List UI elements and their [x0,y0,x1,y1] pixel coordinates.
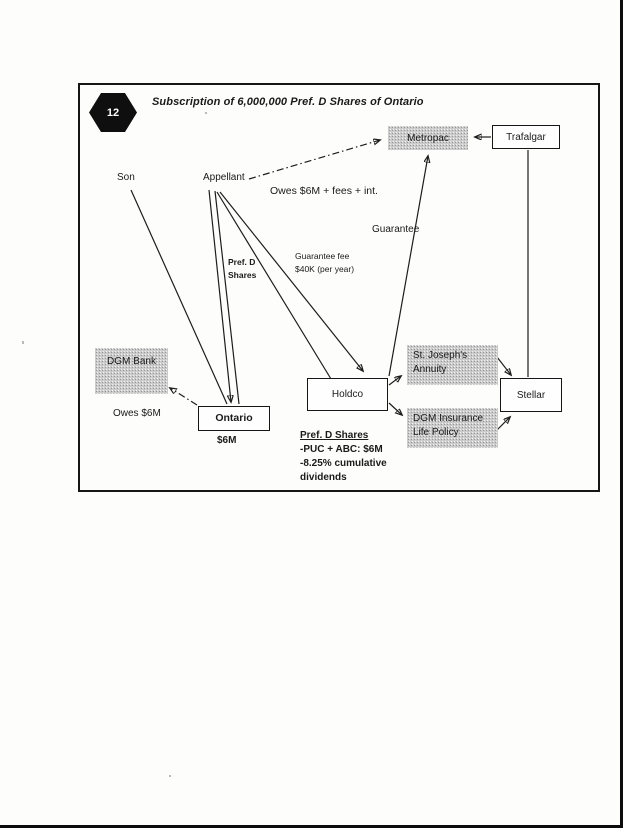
exhibit-number-hexagon [88,91,138,136]
node-dgm-bank [95,348,168,394]
label-guarantee: Guarantee [372,224,420,235]
label-pref-d-line2: Shares [228,270,257,280]
pref-d-note-title: Pref. D Shares [300,430,369,441]
node-ontario-label: Ontario [215,412,253,424]
label-pref-d-shares [228,256,256,282]
label-6m: $6M [217,435,237,446]
label-owes-fees: Owes $6M + fees + int. [270,185,378,197]
node-stellar [500,378,562,412]
pref-d-shares-note [300,429,387,485]
node-trafalgar-label: Trafalgar [506,131,546,143]
node-holdco [307,378,388,411]
label-guarantee-fee-line2: $40K (per year) [295,264,355,274]
scan-speck [169,775,171,777]
node-st-josephs-line1: St. Joseph's [413,350,468,361]
node-dgm-insurance [407,408,498,448]
label-appellant: Appellant [203,172,245,183]
node-metropac [388,126,468,150]
exhibit-number: 12 [106,106,120,119]
node-dgm-bank-label: DGM Bank [107,356,156,367]
label-son: Son [117,172,135,183]
label-owes-6m: Owes $6M [113,408,161,419]
node-stellar-label: Stellar [516,389,546,401]
pref-d-note-line2: -PUC + ABC: $6M [300,444,383,455]
node-holdco-label: Holdco [331,389,364,400]
pref-d-note-line3: -8.25% cumulative [300,458,387,469]
label-guarantee-fee [295,250,354,276]
scan-speck [22,341,24,344]
node-dgm-insurance-line2: Life Policy [413,427,459,438]
diagram-title: Subscription of 6,000,000 Pref. D Shares of Ontario [152,96,424,108]
label-pref-d-line1: Pref. D [228,257,256,267]
label-guarantee-fee-line1: Guarantee fee [295,251,350,261]
node-st-josephs [407,345,498,385]
node-dgm-insurance-line1: DGM Insurance [413,413,484,424]
node-trafalgar [492,125,560,149]
pref-d-note-line4: dividends [300,472,347,483]
node-metropac-label: Metropac [407,132,449,144]
node-ontario [198,406,270,431]
node-st-josephs-line2: Annuity [413,364,447,375]
